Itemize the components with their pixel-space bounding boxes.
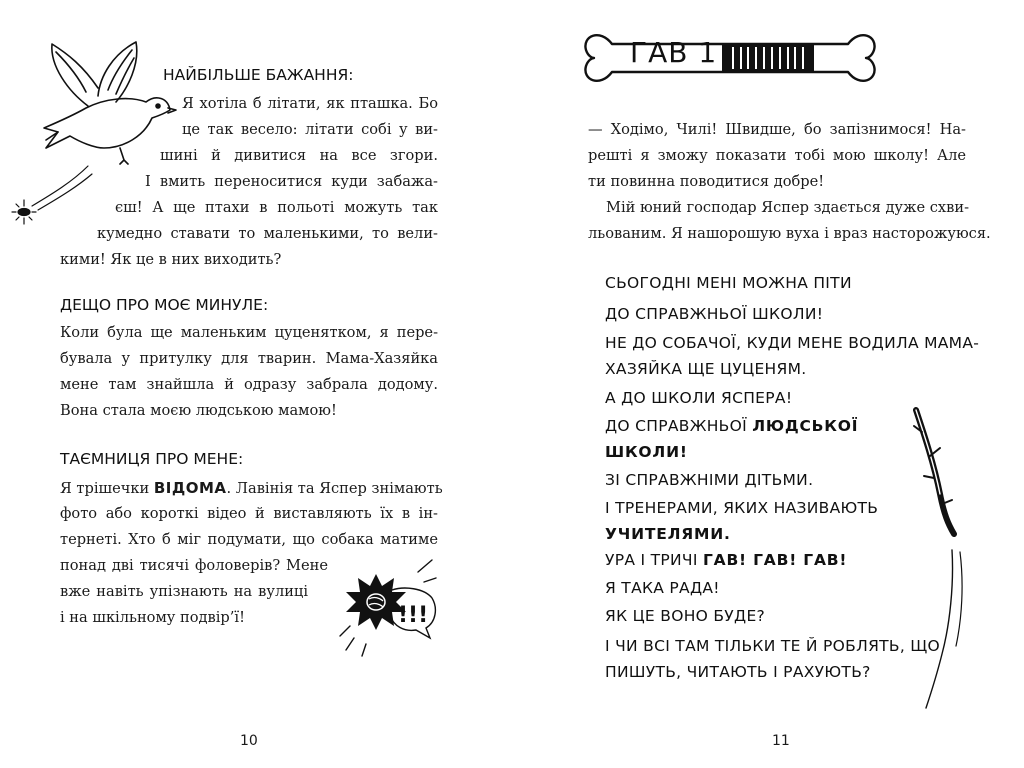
text-fragment: ЯК ЦЕ ВОНО БУДЕ?	[605, 607, 766, 625]
page-number-left: 10	[240, 733, 258, 749]
dove-illustration	[28, 36, 178, 176]
caps-line	[605, 575, 720, 602]
emphasis-text: ШКОЛИ!	[605, 443, 688, 461]
text-fragment: НЕ ДО СОБАЧОЇ, КУДИ МЕНЕ ВОДИЛА МАМА-	[605, 334, 980, 352]
body-line: це так весело: літати собі у ви-	[182, 121, 438, 138]
caps-line	[605, 439, 688, 466]
text-fragment: ДО СПРАВЖНЬОЇ	[605, 417, 753, 435]
body-line: І вмить переноситися куди забажа-	[145, 173, 438, 190]
heading-about-past: ДЕЩО ПРО МОЄ МИНУЛЕ:	[60, 296, 269, 314]
text-fragment: ХАЗЯЙКА ЩЕ ЦУЦЕНЯМ.	[605, 360, 807, 378]
burst-exclamations: !!!	[398, 603, 429, 628]
text-fragment: ЗІ СПРАВЖНІМИ ДІТЬМИ.	[605, 471, 814, 489]
caps-line	[605, 356, 806, 383]
text-fragment: Я трішечки	[60, 480, 154, 497]
caps-line	[605, 385, 792, 412]
body-line-famous	[60, 475, 443, 502]
exclamation-burst-icon	[332, 552, 442, 662]
text-fragment: А ДО ШКОЛИ ЯСПЕРА!	[605, 389, 793, 407]
caps-line	[605, 330, 979, 357]
stick-illustration	[912, 404, 982, 714]
text-fragment: Я ТАКА РАДА!	[605, 579, 720, 597]
body-line: решті я зможу показати тобі мою школу! Але	[588, 147, 966, 164]
body-line: кими! Як це в них виходить?	[60, 251, 282, 268]
famous-word: ВІДОМА	[153, 479, 227, 497]
body-line: єш! А ще птахи в польоті можуть так	[115, 199, 438, 216]
emphasis-text: ЛЮДСЬКОЇ	[752, 417, 859, 435]
caps-line	[605, 270, 852, 297]
body-line: бувала у притулку для тварин. Мама-Хазяйка	[60, 350, 438, 367]
body-line: фото або короткі відео й виставляють їх в ін-	[60, 505, 438, 522]
text-fragment: ДО СПРАВЖНЬОЇ ШКОЛИ!	[605, 305, 824, 323]
text-fragment: ПИШУТЬ, ЧИТАЮТЬ І РАХУЮТЬ?	[605, 663, 871, 681]
body-line: кумедно ставати то маленькими, то вели-	[97, 225, 438, 242]
body-line: Мій юний господар Яспер здається дуже схви-	[606, 199, 969, 216]
chapter-header	[582, 22, 878, 94]
body-line: тернеті. Хто б міг подумати, що собака матиме	[60, 531, 438, 548]
emphasis-text: УЧИТЕЛЯМИ.	[605, 525, 731, 543]
caps-line	[605, 659, 871, 686]
text-fragment: . Лавінія та Яспер знімають	[226, 480, 443, 497]
sparkle-icon	[8, 160, 98, 230]
text-fragment: УРА І ТРИЧІ	[605, 551, 703, 569]
chapter-title: ГАВ 1	[630, 36, 718, 69]
barcode-stripes	[722, 43, 814, 73]
body-line: ти повинна поводитися добре!	[588, 173, 825, 190]
heading-biggest-wish: НАЙБІЛЬШЕ БАЖАННЯ:	[163, 66, 354, 84]
body-line: шині й дивитися на все згори.	[160, 147, 438, 164]
right-page	[512, 0, 1024, 768]
heading-secret: ТАЄМНИЦЯ ПРО МЕНЕ:	[60, 450, 244, 468]
body-line: Коли була ще маленьким цуценятком, я пере-	[60, 324, 438, 341]
body-line: мене там знайшла й одразу забрала додому.	[60, 376, 438, 393]
text-fragment: І ТРЕНЕРАМИ, ЯКИХ НАЗИВАЮТЬ	[605, 499, 879, 517]
text-fragment: СЬОГОДНІ МЕНІ МОЖНА ПІТИ	[605, 274, 852, 292]
body-line: понад дві тисячі фоловерів? Мене	[60, 557, 328, 574]
body-line: Я хотіла б літати, як пташка. Бо	[182, 95, 438, 112]
caps-line	[605, 521, 731, 548]
body-line: вже навіть упізнають на вулиці	[60, 583, 308, 600]
body-line: льованим. Я нашорошую вуха і враз насторожуюся.	[588, 225, 991, 242]
caps-line	[605, 301, 823, 328]
body-line: Вона стала моєю людською мамою!	[60, 402, 337, 419]
body-line: і на шкільному подвір’ї!	[60, 609, 245, 626]
caps-line	[605, 495, 878, 522]
caps-line	[605, 467, 813, 494]
caps-line	[605, 633, 940, 660]
text-fragment: І ЧИ ВСІ ТАМ ТІЛЬКИ ТЕ Й РОБЛЯТЬ, ЩО	[605, 637, 941, 655]
caps-line	[605, 547, 847, 574]
caps-line	[605, 413, 858, 440]
caps-line	[605, 603, 765, 630]
emphasis-text: ГАВ! ГАВ! ГАВ!	[702, 551, 848, 569]
page-number-right: 11	[772, 733, 790, 749]
body-line: — Ходімо, Чилі! Швидше, бо запізнимося! На-	[588, 121, 966, 138]
